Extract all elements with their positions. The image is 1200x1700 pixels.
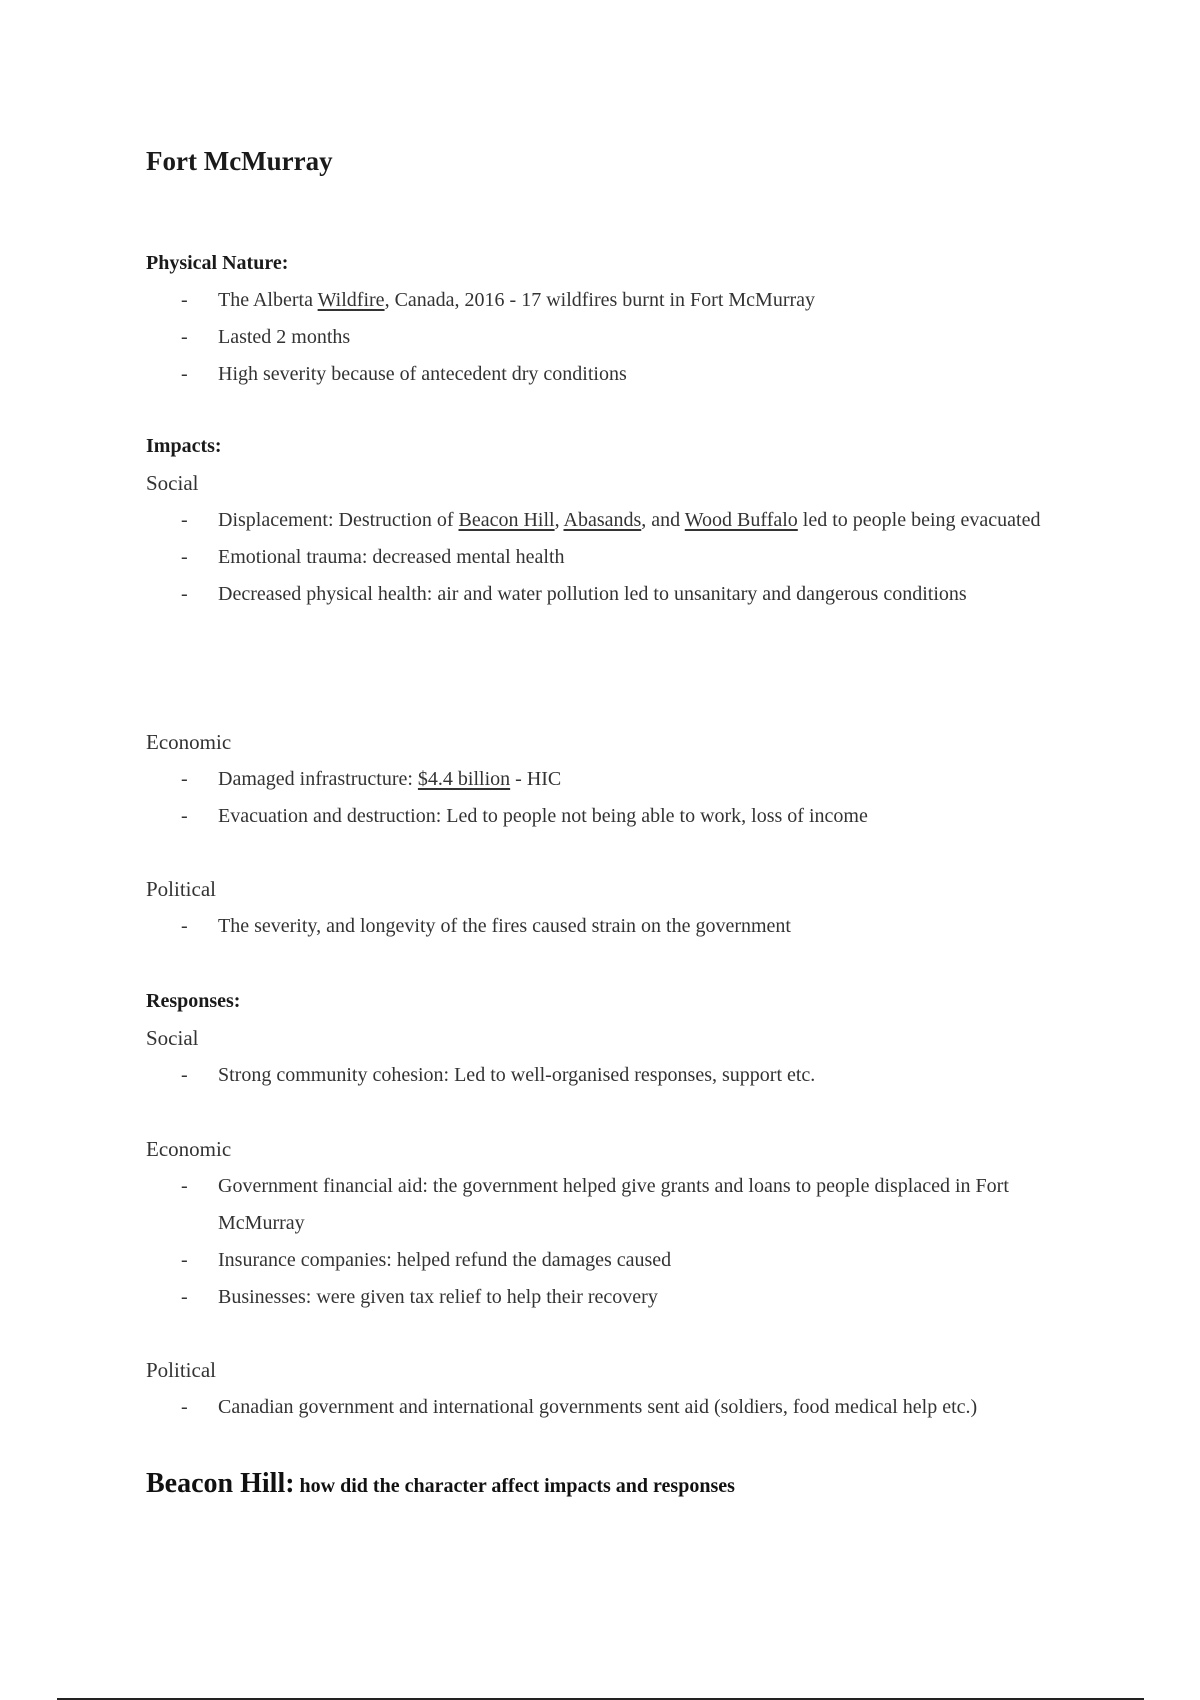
list-item bbox=[146, 1242, 1098, 1279]
bullet-dash: - bbox=[181, 583, 188, 605]
beacon-hill-heading-subtitle: how did the character affect impacts and responses bbox=[294, 1475, 735, 1497]
responses-economic-label: Economic bbox=[146, 1137, 232, 1161]
wood-buffalo-link[interactable]: Wood Buffalo bbox=[684, 509, 798, 531]
impacts-political-list bbox=[146, 908, 1086, 945]
bullet-dash: - bbox=[181, 1396, 188, 1418]
bullet-dash: - bbox=[181, 768, 188, 790]
bullet-dash: - bbox=[181, 546, 188, 568]
beacon-hill-heading-title: Beacon Hill: bbox=[146, 1468, 295, 1499]
list-item-text: Damaged infrastructure: bbox=[218, 768, 418, 790]
list-item-text: The severity, and longevity of the fires caused strain on the government bbox=[218, 915, 791, 937]
list-item bbox=[146, 356, 1098, 393]
list-item bbox=[146, 1279, 1098, 1316]
physical-nature-section bbox=[146, 245, 1086, 393]
bullet-dash: - bbox=[181, 1064, 188, 1086]
abasands-link[interactable]: Abasands bbox=[563, 509, 642, 531]
list-item-text: Decreased physical health: air and water pollution led to unsanitary and dangerous conditions bbox=[218, 583, 967, 605]
wildfire-link[interactable]: Wildfire bbox=[317, 289, 385, 311]
responses-political-list bbox=[146, 1389, 1086, 1426]
responses-section bbox=[146, 983, 1086, 1094]
list-item-text: Strong community cohesion: Led to well-organised responses, support etc. bbox=[218, 1064, 816, 1086]
impacts-political-label: Political bbox=[146, 877, 216, 901]
impacts-political-section bbox=[146, 871, 1086, 945]
list-item bbox=[146, 761, 1098, 798]
list-item bbox=[146, 908, 1098, 945]
bullet-dash: - bbox=[181, 1286, 188, 1308]
responses-economic-section bbox=[146, 1131, 1086, 1316]
list-item-text: High severity because of antecedent dry conditions bbox=[218, 363, 627, 385]
responses-political-section bbox=[146, 1352, 1086, 1426]
bullet-dash: - bbox=[181, 289, 188, 311]
list-item bbox=[146, 319, 1098, 356]
list-item-text: , bbox=[554, 509, 564, 531]
bullet-dash: - bbox=[181, 509, 188, 531]
list-item bbox=[146, 798, 1098, 835]
list-item-text: , and bbox=[641, 509, 685, 531]
list-item-text: Canadian government and international governments sent aid (soldiers, food medical help etc.) bbox=[218, 1396, 978, 1418]
responses-social-label: Social bbox=[146, 1026, 199, 1050]
bullet-dash: - bbox=[181, 326, 188, 348]
page-title: Fort McMurray bbox=[146, 146, 333, 176]
physical-nature-heading: Physical Nature: bbox=[146, 252, 289, 274]
beacon-hill-heading bbox=[146, 1468, 735, 1500]
impacts-social-label: Social bbox=[146, 471, 199, 495]
physical-nature-list bbox=[146, 282, 1086, 393]
impacts-section bbox=[146, 428, 1086, 613]
list-item-text: Displacement: Destruction of bbox=[218, 509, 459, 531]
list-item-text: led to people being evacuated bbox=[797, 509, 1041, 531]
impacts-economic-label: Economic bbox=[146, 730, 232, 754]
responses-heading: Responses: bbox=[146, 990, 241, 1012]
bullet-dash: - bbox=[181, 363, 188, 385]
responses-social-list bbox=[146, 1057, 1086, 1094]
list-item-text: Emotional trauma: decreased mental health bbox=[218, 546, 565, 568]
list-item bbox=[146, 282, 1098, 319]
list-item bbox=[146, 576, 1098, 613]
list-item-text: The Alberta bbox=[218, 289, 318, 311]
bullet-dash: - bbox=[181, 805, 188, 827]
impacts-economic-list bbox=[146, 761, 1086, 835]
list-item-text: Lasted 2 months bbox=[218, 326, 351, 348]
list-item bbox=[146, 502, 1098, 539]
list-item-text: Businesses: were given tax relief to help their recovery bbox=[218, 1286, 658, 1308]
impacts-economic-section bbox=[146, 724, 1086, 835]
list-item bbox=[146, 1168, 1098, 1242]
bullet-dash: - bbox=[181, 1175, 188, 1197]
list-item-text: Government financial aid: the government helped give grants and loans to people displaced in Fort McMurray bbox=[218, 1175, 1009, 1234]
beacon-hill-link[interactable]: Beacon Hill bbox=[458, 509, 555, 531]
list-item bbox=[146, 1389, 1098, 1426]
bullet-dash: - bbox=[181, 1249, 188, 1271]
list-item bbox=[146, 1057, 1098, 1094]
list-item bbox=[146, 539, 1098, 576]
impacts-heading: Impacts: bbox=[146, 435, 222, 457]
list-item-text: Insurance companies: helped refund the damages caused bbox=[218, 1249, 672, 1271]
list-item-text: , Canada, 2016 - 17 wildfires burnt in Fort McMurray bbox=[384, 289, 816, 311]
responses-political-label: Political bbox=[146, 1358, 216, 1382]
list-item-text: Evacuation and destruction: Led to people not being able to work, loss of income bbox=[218, 805, 868, 827]
cost-link[interactable]: $4.4 billion bbox=[417, 768, 511, 790]
list-item-text: - HIC bbox=[510, 768, 562, 790]
bullet-dash: - bbox=[181, 915, 188, 937]
impacts-social-list bbox=[146, 502, 1086, 613]
responses-economic-list bbox=[146, 1168, 1086, 1316]
